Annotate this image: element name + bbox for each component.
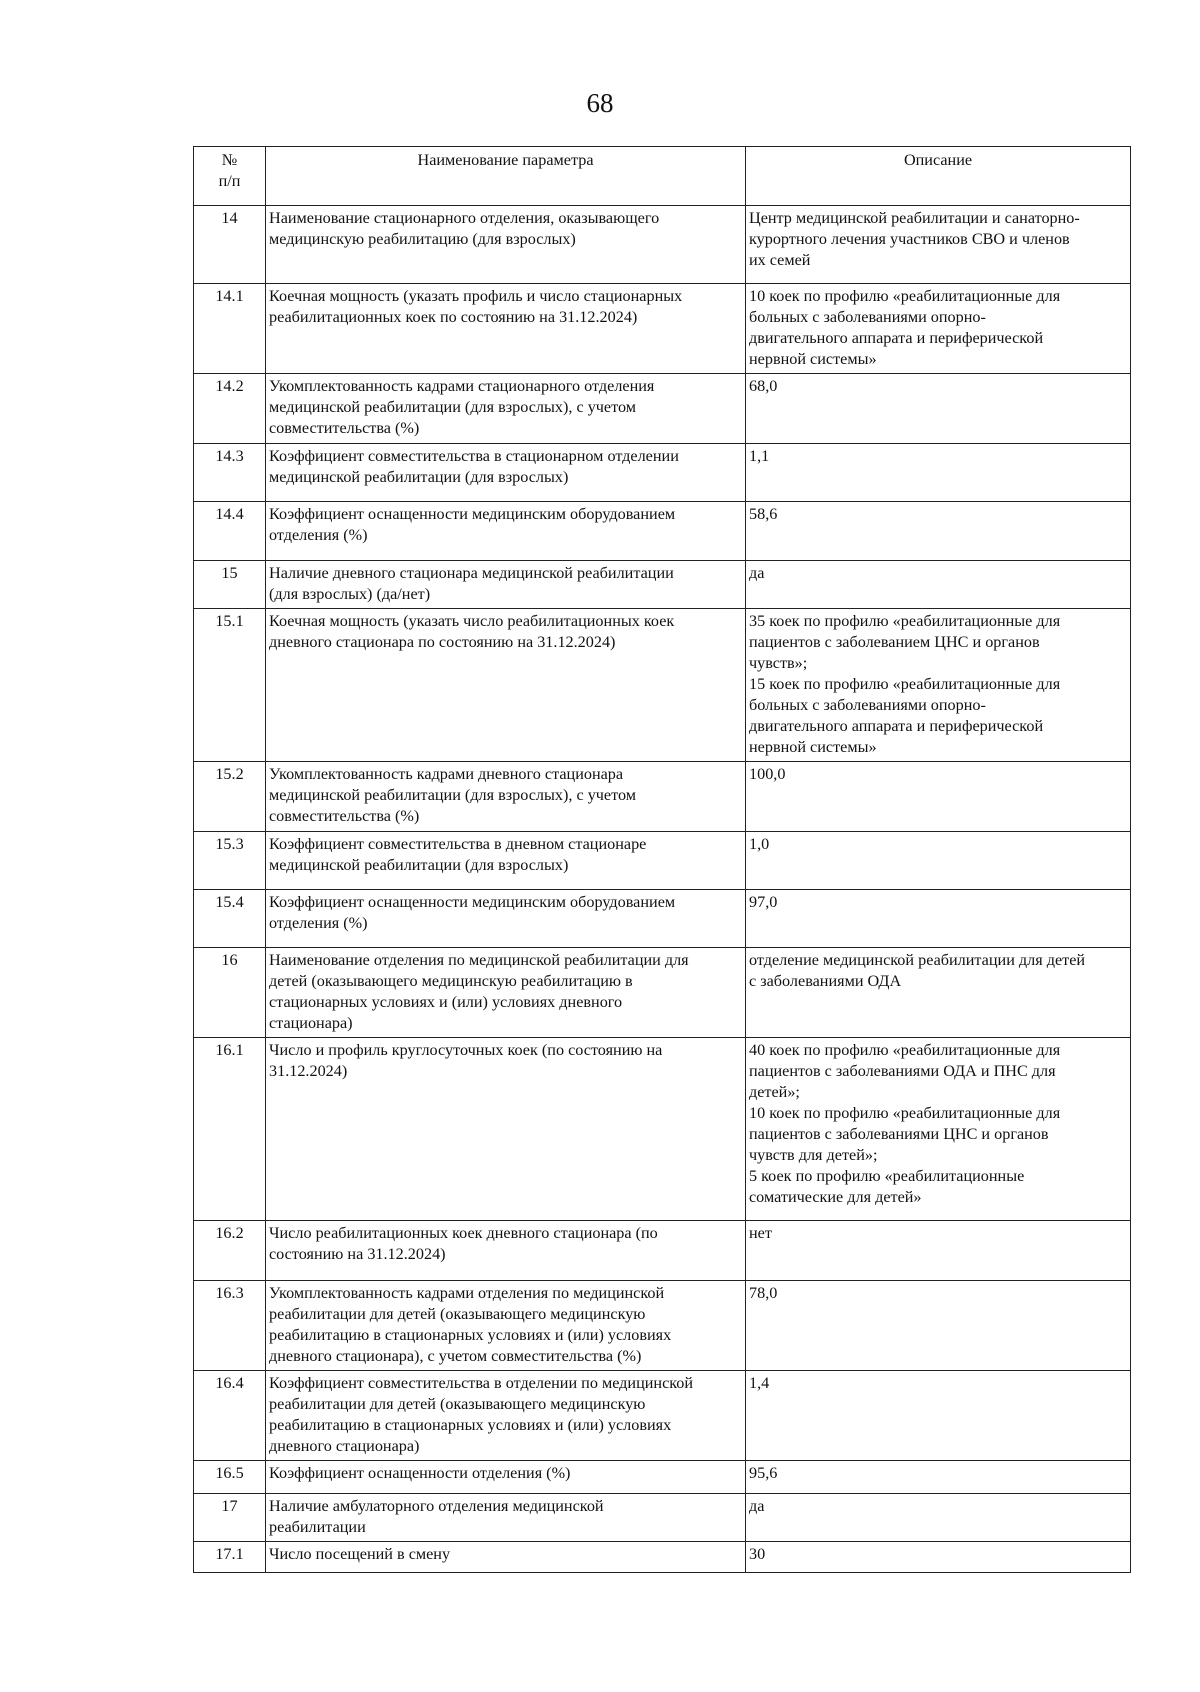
table-row bbox=[194, 948, 1131, 1038]
table-row bbox=[194, 1542, 1131, 1573]
table-row bbox=[194, 1281, 1131, 1371]
header-parameter-name: Наименование параметра bbox=[266, 147, 746, 206]
table-row bbox=[194, 762, 1131, 832]
row-description: 1,1 bbox=[746, 444, 1131, 502]
row-parameter-name: Наименование отделения по медицинской реабилитации для детей (оказывающего медицинскую реабилитацию в стационарных условиях и (или) условиях дневного стационара) bbox=[266, 948, 746, 1038]
row-number: 17.1 bbox=[194, 1542, 266, 1573]
row-parameter-name: Коэффициент совместительства в дневном стационаре медицинской реабилитации (для взрослых) bbox=[266, 832, 746, 890]
header-description: Описание bbox=[746, 147, 1131, 206]
row-number: 14 bbox=[194, 206, 266, 284]
row-number: 15.1 bbox=[194, 609, 266, 762]
row-number: 15.3 bbox=[194, 832, 266, 890]
row-number: 16 bbox=[194, 948, 266, 1038]
table-row bbox=[194, 832, 1131, 890]
table-row bbox=[194, 444, 1131, 502]
row-parameter-name: Укомплектованность кадрами дневного стационара медицинской реабилитации (для взрослых), с учетом совместительства (%) bbox=[266, 762, 746, 832]
table-row bbox=[194, 1371, 1131, 1461]
row-parameter-name: Коэффициент оснащенности медицинским оборудованием отделения (%) bbox=[266, 502, 746, 561]
table-row bbox=[194, 890, 1131, 948]
row-number: 16.4 bbox=[194, 1371, 266, 1461]
row-parameter-name: Наличие дневного стационара медицинской реабилитации (для взрослых) (да/нет) bbox=[266, 561, 746, 609]
row-number: 14.1 bbox=[194, 284, 266, 374]
row-description: Центр медицинской реабилитации и санаторно- курортного лечения участников СВО и членов их семей bbox=[746, 206, 1131, 284]
table-row bbox=[194, 609, 1131, 762]
row-description: 78,0 bbox=[746, 1281, 1131, 1371]
row-parameter-name: Укомплектованность кадрами стационарного отделения медицинской реабилитации (для взрослых), с учетом совместительства (%) bbox=[266, 374, 746, 444]
table-row bbox=[194, 502, 1131, 561]
row-number: 15.2 bbox=[194, 762, 266, 832]
row-description: да bbox=[746, 561, 1131, 609]
row-number: 14.2 bbox=[194, 374, 266, 444]
row-parameter-name: Коэффициент совместительства в стационарном отделении медицинской реабилитации (для взрослых) bbox=[266, 444, 746, 502]
table-row bbox=[194, 1494, 1131, 1542]
row-parameter-name: Коечная мощность (указать число реабилитационных коек дневного стационара по состоянию на 31.12.2024) bbox=[266, 609, 746, 762]
row-parameter-name: Коэффициент оснащенности медицинским оборудованием отделения (%) bbox=[266, 890, 746, 948]
table-row bbox=[194, 206, 1131, 284]
row-parameter-name: Коечная мощность (указать профиль и число стационарных реабилитационных коек по состоянию на 31.12.2024) bbox=[266, 284, 746, 374]
table-row bbox=[194, 374, 1131, 444]
row-number: 15 bbox=[194, 561, 266, 609]
row-number: 16.1 bbox=[194, 1038, 266, 1221]
row-parameter-name: Число и профиль круглосуточных коек (по состоянию на 31.12.2024) bbox=[266, 1038, 746, 1221]
row-parameter-name: Число посещений в смену bbox=[266, 1542, 746, 1573]
row-parameter-name: Коэффициент оснащенности отделения (%) bbox=[266, 1461, 746, 1494]
table-row bbox=[194, 284, 1131, 374]
table-row bbox=[194, 561, 1131, 609]
row-description: 100,0 bbox=[746, 762, 1131, 832]
header-number: № п/п bbox=[194, 147, 266, 206]
row-description: 40 коек по профилю «реабилитационные для пациентов с заболеваниями ОДА и ПНС для детей»; 10 коек по профилю «реабилитационные для пациентов с заболеваниями ЦНС и органов чувств для детей»; 5 коек по профилю «реабилитационные соматические для детей» bbox=[746, 1038, 1131, 1221]
row-description: 97,0 bbox=[746, 890, 1131, 948]
parameters-table bbox=[193, 146, 1131, 1573]
row-parameter-name: Коэффициент совместительства в отделении по медицинской реабилитации для детей (оказывающего медицинскую реабилитацию в стационарных условиях и (или) условиях дневного стационара) bbox=[266, 1371, 746, 1461]
table-row bbox=[194, 1038, 1131, 1221]
table-header-row bbox=[194, 147, 1131, 206]
row-description: 10 коек по профилю «реабилитационные для больных с заболеваниями опорно- двигательного аппарата и периферической нервной системы» bbox=[746, 284, 1131, 374]
row-number: 15.4 bbox=[194, 890, 266, 948]
row-description: отделение медицинской реабилитации для детей с заболеваниями ОДА bbox=[746, 948, 1131, 1038]
row-parameter-name: Число реабилитационных коек дневного стационара (по состоянию на 31.12.2024) bbox=[266, 1221, 746, 1281]
row-number: 16.3 bbox=[194, 1281, 266, 1371]
row-description: нет bbox=[746, 1221, 1131, 1281]
row-number: 14.3 bbox=[194, 444, 266, 502]
page-number: 68 bbox=[586, 88, 614, 118]
row-description: 58,6 bbox=[746, 502, 1131, 561]
row-number: 16.2 bbox=[194, 1221, 266, 1281]
row-parameter-name: Укомплектованность кадрами отделения по медицинской реабилитации для детей (оказывающего медицинскую реабилитацию в стационарных условиях и (или) условиях дневного стационара), с учетом совместительства (%) bbox=[266, 1281, 746, 1371]
row-number: 14.4 bbox=[194, 502, 266, 561]
row-description: 95,6 bbox=[746, 1461, 1131, 1494]
row-description: 1,0 bbox=[746, 832, 1131, 890]
row-description: 35 коек по профилю «реабилитационные для пациентов с заболеванием ЦНС и органов чувств»; 15 коек по профилю «реабилитационные для больных с заболеваниями опорно- двигательного аппарата и периферической нервной системы» bbox=[746, 609, 1131, 762]
row-number: 17 bbox=[194, 1494, 266, 1542]
row-description: 30 bbox=[746, 1542, 1131, 1573]
row-parameter-name: Наличие амбулаторного отделения медицинской реабилитации bbox=[266, 1494, 746, 1542]
table-row bbox=[194, 1221, 1131, 1281]
row-description: 68,0 bbox=[746, 374, 1131, 444]
row-description: 1,4 bbox=[746, 1371, 1131, 1461]
row-description: да bbox=[746, 1494, 1131, 1542]
row-number: 16.5 bbox=[194, 1461, 266, 1494]
table-row bbox=[194, 1461, 1131, 1494]
row-parameter-name: Наименование стационарного отделения, оказывающего медицинскую реабилитацию (для взрослых) bbox=[266, 206, 746, 284]
